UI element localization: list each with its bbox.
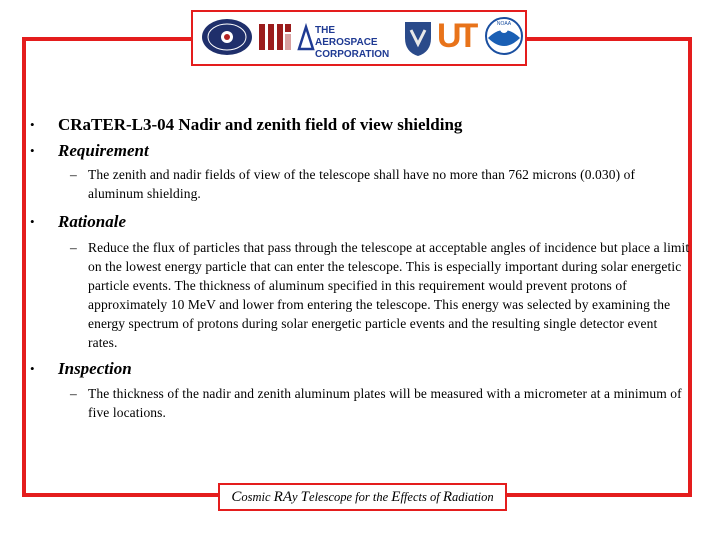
aerospace-logo <box>297 23 397 60</box>
requirement-heading: Requirement <box>58 141 149 160</box>
footer-rest-c: osmic <box>241 490 274 504</box>
bullet-title <box>28 114 690 135</box>
bullet-inspection <box>28 358 690 379</box>
bullet-glyph: • <box>30 361 35 376</box>
footer-banner <box>218 483 507 511</box>
footer-cap-c: C <box>231 489 242 505</box>
logo-bar <box>191 10 527 66</box>
footer-rest-ra: y <box>291 490 301 504</box>
mit-logo <box>257 20 293 56</box>
bullet-glyph: • <box>30 214 35 229</box>
aerospace-line1: THE AEROSPACE <box>315 25 378 48</box>
noaa-letters: NOAA <box>496 21 512 27</box>
footer-cap-r: R <box>442 489 452 505</box>
bullet-glyph: • <box>30 143 35 158</box>
aerospace-emblem-icon <box>297 23 315 53</box>
rationale-heading: Rationale <box>58 212 127 231</box>
slide-title: CRaTER-L3-04 Nadir and zenith field of view shielding <box>58 115 463 134</box>
aerospace-line2: CORPORATION <box>315 49 390 60</box>
requirement-text: The zenith and nadir fields of view of the telescope shall have no more than 762 microns (0.030) of aluminum shielding. <box>88 167 636 201</box>
bullet-requirement <box>28 140 690 161</box>
footer-rest-r: adiation <box>451 490 494 504</box>
footer-cap-ra: RA <box>273 489 292 505</box>
ut-logo: UT <box>437 17 475 55</box>
footer-rest-e: ffects of <box>400 490 443 504</box>
inspection-text: The thickness of the nadir and zenith aluminum plates will be measured with a micrometer at a minimum of five locations. <box>88 386 682 420</box>
dash-glyph: – <box>70 240 77 255</box>
footer-cap-e: E <box>391 489 401 505</box>
bullet-glyph: • <box>30 117 35 132</box>
dash-glyph: – <box>70 167 77 182</box>
footer-cap-t: T <box>300 489 310 505</box>
rationale-text-block <box>28 238 690 352</box>
inspection-heading: Inspection <box>58 359 132 378</box>
requirement-text-block <box>28 165 690 203</box>
dash-glyph: – <box>70 386 77 401</box>
bullet-rationale <box>28 211 690 232</box>
inspection-text-block <box>28 384 690 422</box>
footer-rest-t: elescope for the <box>309 490 392 504</box>
bu-seal-logo <box>201 17 253 57</box>
slide-content <box>28 114 690 422</box>
rationale-text: Reduce the flux of particles that pass through the telescope at acceptable angles of incidence but place a limit on the lowest energy particle that can enter the telescope. This is especially important during solar energetic particle events. The thickness of aluminum specified in this requirement would prevent protons of approximately 10 MeV and lower from entering the telescope. This energy was selected by examining the energy spectrum of protons during solar energetic particle events and the resulting single detector event rates. <box>88 240 690 350</box>
noaa-logo <box>485 16 523 56</box>
air-force-shield-logo <box>403 18 433 58</box>
